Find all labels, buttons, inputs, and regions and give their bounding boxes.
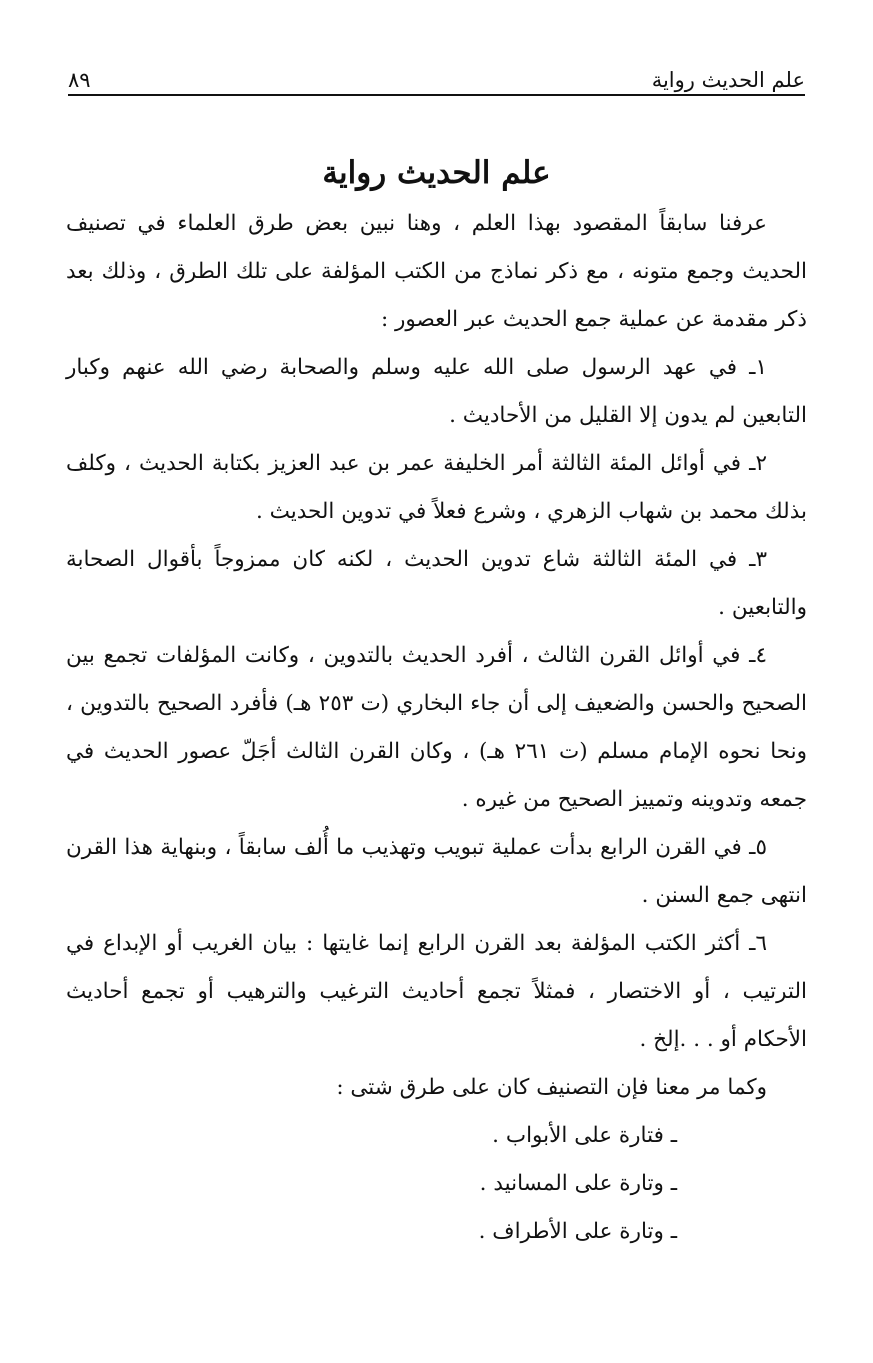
running-title: علم الحديث رواية xyxy=(651,68,805,92)
bullet-item-3: ـ وتارة على الأطراف . xyxy=(478,1219,677,1244)
page-number: ٨٩ xyxy=(68,68,91,92)
list-item-5: ٥ـ في القرن الرابع بدأت عملية تبويب وتهذيب ما أُلف سابقاً ، وبنهاية هذا القرن انتهى جمع السنن . xyxy=(66,835,807,908)
header-rule xyxy=(68,94,805,96)
intro-paragraph: عرفنا سابقاً المقصود بهذا العلم ، وهنا نبين بعض طرق العلماء في تصنيف الحديث وجمع متونه ، مع ذكر نماذج من الكتب المؤلفة على تلك الطرق ، وذلك بعد ذكر مقدمة عن عملية جمع الحديث عبر العصور : xyxy=(66,211,807,332)
list-item-2: ٢ـ في أوائل المئة الثالثة أمر الخليفة عمر بن عبد العزيز بكتابة الحديث ، وكلف بذلك محمد بن شهاب الزهري ، وشرع فعلاً في تدوين الحديث . xyxy=(66,451,807,524)
list-item-1: ١ـ في عهد الرسول صلى الله عليه وسلم والصحابة رضي الله عنهم وكبار التابعين لم يدون إلا القليل من الأحاديث . xyxy=(66,355,807,428)
running-header xyxy=(68,56,805,92)
list-item-3: ٣ـ في المئة الثالثة شاع تدوين الحديث ، لكنه كان ممزوجاً بأقوال الصحابة والتابعين . xyxy=(66,547,807,620)
bullet-item-1: ـ فتارة على الأبواب . xyxy=(492,1123,677,1148)
list-item-6: ٦ـ أكثر الكتب المؤلفة بعد القرن الرابع إنما غايتها : بيان الغريب أو الإبداع في الترتيب ، أو الاختصار ، فمثلاً تجمع أحاديث الترغيب والترهيب أو تجمع أحاديث الأحكام أو . . .إلخ . xyxy=(66,931,807,1052)
closing-paragraph: وكما مر معنا فإن التصنيف كان على طرق شتى : xyxy=(336,1075,767,1100)
list-item-4: ٤ـ في أوائل القرن الثالث ، أفرد الحديث بالتدوين ، وكانت المؤلفات تجمع بين الصحيح والحسن والضعيف إلى أن جاء البخاري (ت ٢٥٣ هـ) فأفرد الصحيح بالتدوين ، ونحا نحوه الإمام مسلم (ت ٢٦١ هـ) ، وكان القرن الثالث أجَلّ عصور الحديث في جمعه وتدوينه وتمييز الصحيح من غيره . xyxy=(66,643,807,812)
page-content xyxy=(66,148,807,1256)
bullet-item-2: ـ وتارة على المسانيد . xyxy=(479,1171,677,1196)
section-title: علم الحديث رواية xyxy=(322,155,551,191)
